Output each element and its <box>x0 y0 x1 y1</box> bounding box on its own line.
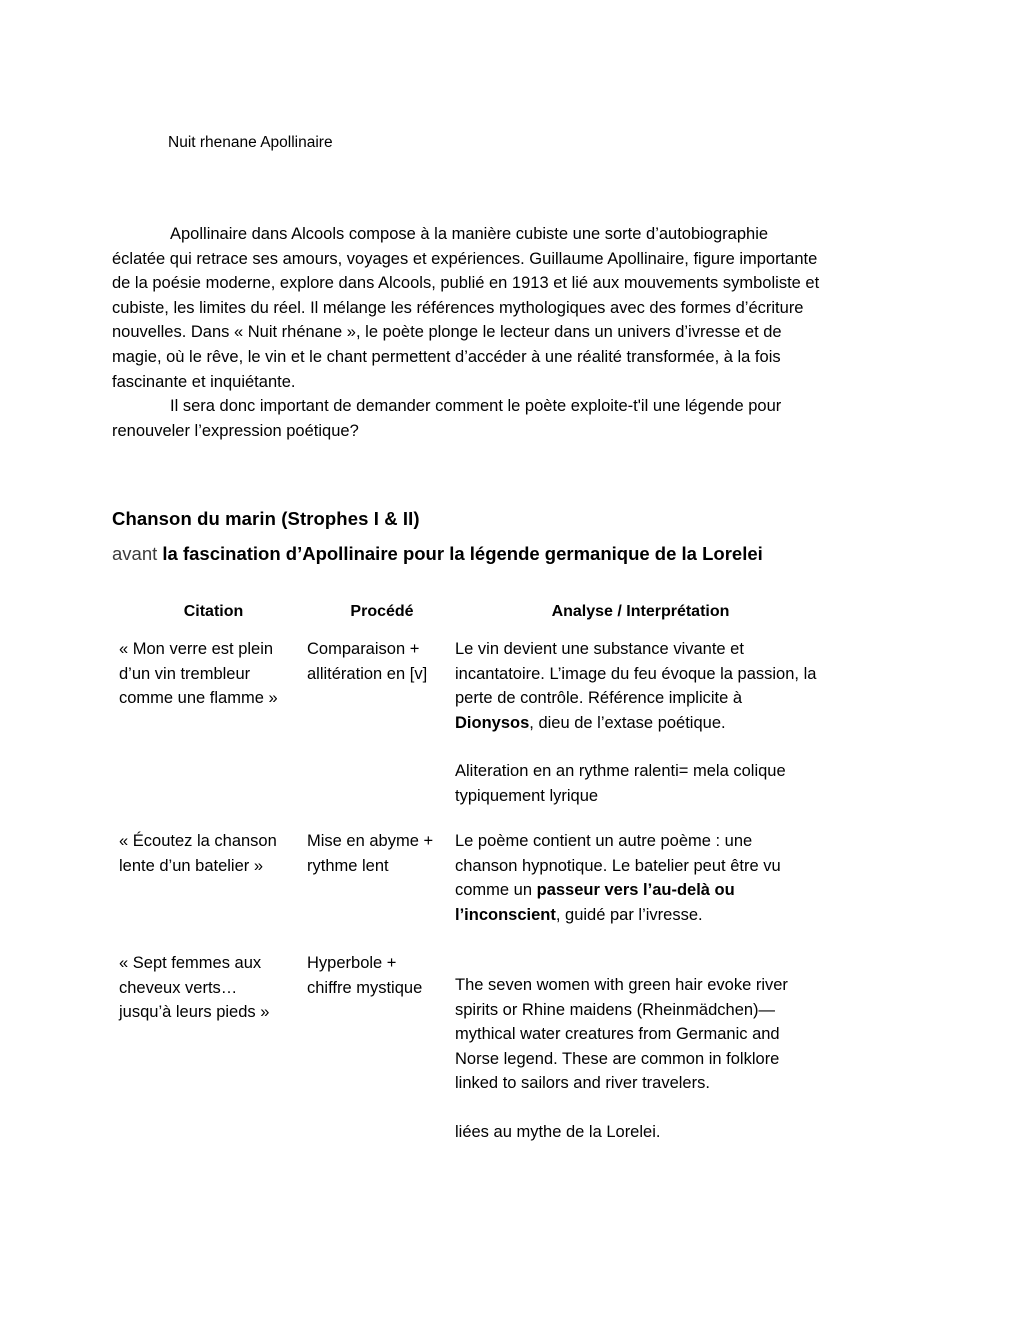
section-subheading <box>112 540 802 568</box>
cell-procede: Hyperbole + chiffre mystique <box>307 954 423 997</box>
cell-citation: « Mon verre est plein d’un vin trembleur comme une flamme » <box>119 640 278 707</box>
cell-analysis <box>455 634 822 812</box>
column-header-citation: Citation <box>183 603 244 620</box>
section-subheading-lead: avant <box>112 543 158 564</box>
analysis-text-post: , dieu de l’extase poétique. <box>529 713 726 732</box>
table-row <box>112 812 822 931</box>
column-header-procede: Procédé <box>350 603 414 620</box>
analysis-paragraph <box>455 637 818 735</box>
analysis-text-post: , guidé par l’ivresse. <box>555 905 703 924</box>
table-header-row <box>112 600 822 634</box>
analysis-paragraph: The seven women with green hair evoke river spirits or Rhine maidens (Rheinmädchen)—mythical water creatures from Germanic and Norse legend. These are common in folklore linked to sailors and river travelers. <box>455 976 788 1092</box>
analysis-paragraph-secondary: liées au mythe de la Lorelei. <box>455 1122 661 1141</box>
intro-paragraph-2: Il sera donc important de demander comment le poète exploite-t'il une légende pour renouveler l’expression poétique? <box>112 397 782 440</box>
intro-prose-block <box>112 222 822 443</box>
table-row <box>112 634 822 812</box>
section-heading: Chanson du marin (Strophes I & II) <box>112 508 420 529</box>
cell-analysis <box>455 931 822 1148</box>
analysis-paragraph <box>455 829 818 927</box>
analysis-text-pre: Le vin devient une substance vivante et incantatoire. L’image du feu évoque la passion, la perte de contrôle. Référence implicite à <box>455 640 817 707</box>
analysis-text-emphasis: passeur vers l’au-delà ou l’inconscient <box>455 881 735 924</box>
analysis-text-pre: Le poème contient un autre poème : une chanson hypnotique. Le batelier peut être vu comme un <box>455 832 781 899</box>
analysis-paragraph-secondary: Aliteration en an rythme ralenti= mela colique typiquement lyrique <box>455 762 786 805</box>
intro-paragraph-1: Apollinaire dans Alcools compose à la manière cubiste une sorte d’autobiographie éclatée qui retrace ses amours, voyages et expériences. Guillaume Apollinaire, figure importante de la poésie moderne, explore dans Alcools, publié en 1913 et lié aux mouvements symboliste et cubiste, les limites du réel. Il mélange les références mythologiques avec des formes d’écriture nouvelles. Dans « Nuit rhénane », le poète plonge le lecteur dans un univers d’ivresse et de magie, où le rêve, le vin et le chant permettent d’accéder à une réalité transformée, à la fois fascinante et inquiétante. <box>112 225 820 391</box>
section-subheading-strong: la fascination d’Apollinaire pour la légende germanique de la Lorelei <box>162 543 763 564</box>
cell-procede: Comparaison + allitération en [v] <box>307 640 428 683</box>
analysis-text-emphasis: Dionysos <box>455 713 530 732</box>
column-header-analysis: Analyse / Interprétation <box>551 603 730 620</box>
table-row <box>112 931 822 1148</box>
analysis-table <box>112 600 822 1148</box>
cell-procede: Mise en abyme + rythme lent <box>307 832 434 875</box>
cell-analysis <box>455 812 822 931</box>
cell-citation: « Sept femmes aux cheveux verts… jusqu’à leurs pieds » <box>119 954 270 1021</box>
cell-citation: « Écoutez la chanson lente d’un batelier » <box>119 832 277 875</box>
document-header-line: Nuit rhenane Apollinaire <box>168 134 333 151</box>
